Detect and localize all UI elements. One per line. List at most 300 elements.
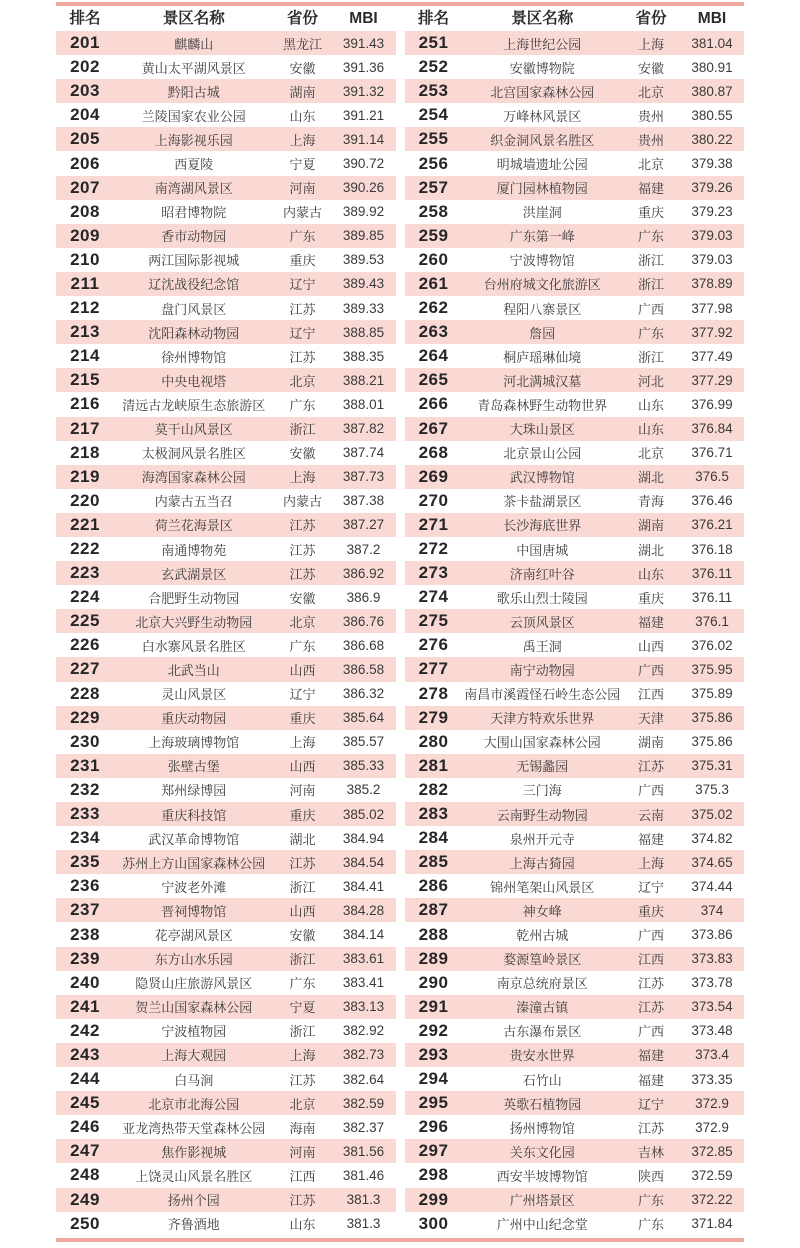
- cell-mbi: 391.21: [342, 107, 385, 123]
- cell-province: 广东: [637, 1193, 664, 1209]
- cell-rank: 237: [70, 900, 100, 920]
- cell-rank: 254: [418, 105, 449, 125]
- cell-province: 广西: [637, 301, 664, 317]
- table-row: [56, 1067, 396, 1091]
- cell-province: 山东: [289, 108, 316, 124]
- cell-mbi: 375.89: [691, 686, 733, 702]
- table-row: [56, 850, 396, 874]
- cell-rank: 258: [418, 201, 449, 221]
- table-row: [56, 682, 396, 706]
- cell-rank: 284: [418, 828, 449, 848]
- table-row: [405, 682, 745, 706]
- table-row: [56, 561, 396, 585]
- cell-province: 浙江: [289, 1024, 316, 1040]
- cell-mbi: 377.29: [691, 372, 733, 388]
- cell-rank: 233: [70, 804, 100, 824]
- cell-mbi: 381.3: [346, 1192, 381, 1208]
- cell-rank: 294: [418, 1069, 449, 1089]
- table-row: [56, 1019, 396, 1043]
- cell-name: 广州中山纪念堂: [496, 1217, 588, 1233]
- cell-name: 北京景山公园: [503, 446, 582, 462]
- table-row: [405, 585, 745, 609]
- cell-mbi: 386.9: [346, 589, 381, 605]
- cell-name: 长沙海底世界: [503, 518, 582, 534]
- cell-mbi: 372.9: [695, 1095, 729, 1111]
- cell-mbi: 379.38: [691, 156, 733, 172]
- table-row: [405, 609, 745, 633]
- cell-rank: 207: [70, 177, 100, 197]
- table-row: [56, 441, 396, 465]
- cell-mbi: 372.9: [695, 1119, 729, 1135]
- table-row: [56, 1139, 396, 1163]
- table-row: [405, 489, 745, 513]
- cell-mbi: 376.84: [691, 421, 733, 437]
- cell-name: 白水寨风景名胜区: [141, 638, 246, 654]
- cell-rank: 213: [70, 322, 100, 342]
- table-row: [56, 947, 396, 971]
- table-row: [405, 1212, 745, 1236]
- cell-province: 河北: [637, 373, 664, 389]
- cell-mbi: 376.18: [691, 541, 733, 557]
- cell-name: 两江国际影视城: [148, 253, 240, 269]
- cell-name: 北京市北海公园: [148, 1096, 240, 1112]
- cell-mbi: 379.03: [691, 228, 733, 244]
- cell-mbi: 373.35: [691, 1071, 733, 1087]
- table-row: [56, 465, 396, 489]
- cell-province: 湖北: [289, 831, 316, 847]
- table-row: [56, 1043, 396, 1067]
- cell-rank: 260: [418, 249, 449, 269]
- cell-name: 清远古龙峡原生态旅游区: [122, 397, 266, 413]
- cell-province: 浙江: [289, 879, 316, 895]
- cell-province: 宁夏: [289, 1000, 316, 1016]
- cell-mbi: 383.41: [342, 975, 385, 991]
- cell-province: 北京: [289, 373, 316, 389]
- cell-rank: 212: [70, 298, 100, 318]
- cell-rank: 228: [70, 683, 100, 703]
- cell-mbi: 374.82: [691, 830, 733, 846]
- cell-mbi: 386.58: [342, 661, 385, 677]
- cell-mbi: 374.44: [691, 878, 733, 894]
- cell-mbi: 379.03: [691, 252, 733, 268]
- cell-rank: 229: [70, 707, 100, 727]
- table-row: [405, 1067, 745, 1091]
- cell-rank: 244: [70, 1069, 100, 1089]
- cell-rank: 292: [418, 1020, 449, 1040]
- cell-rank: 246: [70, 1117, 100, 1137]
- cell-rank: 239: [70, 948, 100, 968]
- cell-rank: 269: [418, 466, 449, 486]
- cell-province: 上海: [289, 1048, 316, 1064]
- table-row: [405, 561, 745, 585]
- cell-mbi: 375.86: [691, 734, 733, 750]
- cell-name: 程阳八寨景区: [503, 301, 582, 317]
- cell-name: 重庆科技馆: [161, 807, 227, 823]
- cell-province: 江苏: [637, 759, 664, 775]
- cell-rank: 291: [418, 996, 449, 1016]
- cell-mbi: 381.56: [342, 1143, 385, 1159]
- cell-name: 乾州古城: [516, 928, 569, 944]
- cell-mbi: 373.83: [691, 951, 733, 967]
- cell-rank: 299: [418, 1189, 449, 1209]
- cell-mbi: 386.32: [342, 686, 385, 702]
- table-row: [56, 368, 396, 392]
- cell-name: 英歌石植物园: [503, 1096, 582, 1112]
- cell-province: 江苏: [289, 349, 316, 365]
- cell-rank: 283: [418, 804, 449, 824]
- header-rank: 排名: [69, 10, 101, 27]
- cell-name: 南宁动物园: [509, 662, 575, 678]
- cell-province: 云南: [637, 807, 664, 823]
- cell-rank: 273: [418, 563, 449, 583]
- cell-province: 安徽: [637, 60, 664, 76]
- cell-rank: 264: [418, 346, 449, 366]
- cell-province: 广东: [637, 1217, 664, 1233]
- table-row: [405, 79, 745, 103]
- cell-mbi: 373.86: [691, 927, 733, 943]
- cell-name: 古东瀑布景区: [503, 1024, 582, 1040]
- cell-name: 南湾湖风景区: [154, 181, 233, 197]
- cell-name: 济南红叶谷: [509, 566, 575, 582]
- cell-mbi: 377.49: [691, 348, 733, 364]
- cell-rank: 241: [70, 996, 100, 1016]
- cell-rank: 263: [418, 322, 449, 342]
- cell-rank: 256: [418, 153, 449, 173]
- cell-rank: 293: [418, 1044, 449, 1064]
- cell-province: 北京: [637, 157, 664, 173]
- cell-province: 江苏: [289, 1072, 316, 1088]
- cell-province: 吉林: [637, 1144, 664, 1160]
- cell-mbi: 380.55: [691, 107, 733, 123]
- table-row: [56, 79, 396, 103]
- cell-rank: 271: [418, 514, 449, 534]
- cell-name: 南京总统府景区: [496, 976, 588, 992]
- cell-name: 武汉博物馆: [509, 470, 575, 486]
- cell-mbi: 373.48: [691, 1023, 733, 1039]
- cell-province: 内蒙古: [282, 494, 322, 510]
- cell-province: 北京: [289, 1096, 316, 1112]
- table-row: [405, 1019, 745, 1043]
- table-row: [405, 31, 745, 55]
- cell-rank: 298: [418, 1165, 449, 1185]
- cell-rank: 245: [70, 1093, 100, 1113]
- cell-province: 贵州: [637, 108, 664, 124]
- cell-mbi: 390.26: [342, 180, 385, 196]
- cell-name: 北武当山: [167, 662, 220, 678]
- cell-mbi: 372.22: [691, 1192, 733, 1208]
- table-row: [405, 320, 745, 344]
- table-row: [405, 922, 745, 946]
- cell-name: 广东第一峰: [509, 229, 575, 245]
- cell-name: 云顶风景区: [509, 614, 575, 630]
- cell-mbi: 387.27: [342, 517, 385, 533]
- cell-name: 关东文化园: [509, 1144, 575, 1160]
- table-row: [405, 176, 745, 200]
- cell-rank: 259: [418, 225, 449, 245]
- table-row: [56, 200, 396, 224]
- table-row: [405, 947, 745, 971]
- cell-name: 上海影视乐园: [154, 132, 233, 148]
- table-row: [405, 200, 745, 224]
- cell-province: 山东: [637, 397, 664, 413]
- cell-rank: 278: [418, 683, 449, 703]
- cell-rank: 251: [418, 33, 449, 53]
- cell-name: 焦作影视城: [161, 1144, 227, 1160]
- cell-rank: 223: [70, 563, 100, 583]
- table-row: [405, 850, 745, 874]
- cell-name: 贵安水世界: [509, 1048, 575, 1064]
- cell-rank: 281: [418, 755, 449, 775]
- cell-name: 上海世纪公园: [503, 36, 582, 52]
- cell-name: 河北满城汉墓: [503, 373, 582, 389]
- cell-rank: 220: [70, 490, 100, 510]
- cell-rank: 295: [418, 1093, 449, 1113]
- cell-mbi: 376.99: [691, 396, 733, 412]
- cell-province: 重庆: [289, 253, 316, 269]
- cell-name: 三门海: [522, 783, 562, 799]
- cell-mbi: 382.92: [342, 1023, 385, 1039]
- cell-name: 溱潼古镇: [516, 1000, 569, 1016]
- table-row: [56, 392, 396, 416]
- cell-mbi: 382.37: [342, 1119, 385, 1135]
- cell-mbi: 376.11: [691, 589, 733, 605]
- tables-container: [56, 6, 744, 1236]
- cell-name: 贺兰山国家森林公园: [135, 1000, 253, 1016]
- cell-rank: 282: [418, 779, 449, 799]
- cell-rank: 225: [70, 611, 100, 631]
- cell-province: 河南: [289, 1144, 316, 1160]
- cell-mbi: 381.04: [691, 35, 733, 51]
- cell-province: 江苏: [289, 542, 316, 558]
- cell-province: 辽宁: [289, 325, 316, 341]
- cell-mbi: 372.85: [691, 1143, 733, 1159]
- cell-name: 齐鲁酒地: [167, 1217, 220, 1233]
- table-row: [405, 802, 745, 826]
- cell-mbi: 382.59: [342, 1095, 385, 1111]
- table-row: [56, 224, 396, 248]
- cell-mbi: 388.85: [342, 324, 385, 340]
- cell-mbi: 384.41: [342, 878, 385, 894]
- cell-name: 扬州博物馆: [509, 1120, 575, 1136]
- table-row: [56, 1212, 396, 1236]
- table-row: [405, 296, 745, 320]
- table-row: [405, 1115, 745, 1139]
- table-row: [405, 272, 745, 296]
- table-row: [56, 826, 396, 850]
- cell-mbi: 373.54: [691, 999, 733, 1015]
- cell-mbi: 376.71: [691, 445, 733, 461]
- cell-rank: 240: [70, 972, 100, 992]
- cell-name: 禹王洞: [522, 638, 562, 654]
- table-row: [56, 417, 396, 441]
- cell-rank: 255: [418, 129, 449, 149]
- cell-rank: 250: [70, 1213, 100, 1233]
- cell-rank: 215: [70, 370, 100, 390]
- header-province: 省份: [635, 10, 667, 27]
- cell-mbi: 387.74: [342, 445, 385, 461]
- table-header-left: [56, 6, 396, 31]
- cell-mbi: 391.14: [342, 131, 385, 147]
- table-row: [405, 513, 745, 537]
- table-row: [56, 730, 396, 754]
- cell-mbi: 379.26: [691, 180, 733, 196]
- cell-mbi: 385.57: [342, 734, 385, 750]
- cell-rank: 266: [418, 394, 449, 414]
- table-row: [56, 489, 396, 513]
- cell-province: 重庆: [289, 711, 316, 727]
- cell-rank: 268: [418, 442, 449, 462]
- header-mbi: MBI: [697, 10, 727, 27]
- cell-name: 织金洞风景名胜区: [490, 132, 595, 148]
- cell-mbi: 378.89: [691, 276, 733, 292]
- cell-rank: 286: [418, 876, 449, 896]
- cell-name: 兰陵国家农业公园: [141, 108, 246, 124]
- cell-mbi: 384.14: [342, 927, 385, 943]
- table-row: [405, 441, 745, 465]
- table-row: [56, 1163, 396, 1187]
- table-row: [405, 995, 745, 1019]
- cell-name: 大围山国家森林公园: [483, 735, 601, 751]
- cell-mbi: 381.46: [342, 1167, 385, 1183]
- table-row: [405, 826, 745, 850]
- cell-rank: 261: [418, 273, 449, 293]
- table-row: [405, 127, 745, 151]
- cell-name: 婺源篁岭景区: [503, 952, 582, 968]
- header-rank: 排名: [417, 10, 449, 27]
- cell-rank: 274: [418, 587, 449, 607]
- table-row: [56, 513, 396, 537]
- cell-province: 江苏: [637, 1000, 664, 1016]
- cell-mbi: 385.02: [342, 806, 385, 822]
- bottom-divider-line: [56, 1238, 744, 1242]
- rank-table-right: [405, 6, 745, 1236]
- cell-province: 浙江: [637, 277, 664, 293]
- cell-mbi: 376.11: [691, 565, 733, 581]
- cell-rank: 234: [70, 828, 100, 848]
- table-row: [56, 272, 396, 296]
- cell-province: 江苏: [637, 1120, 664, 1136]
- cell-rank: 208: [70, 201, 100, 221]
- cell-mbi: 390.72: [342, 156, 385, 172]
- cell-mbi: 376.5: [695, 469, 729, 485]
- cell-mbi: 391.36: [342, 59, 385, 75]
- cell-province: 福建: [637, 831, 664, 847]
- cell-province: 江苏: [289, 301, 316, 317]
- cell-name: 锦州笔架山风景区: [490, 879, 595, 895]
- cell-province: 福建: [637, 1048, 664, 1064]
- cell-province: 江苏: [637, 976, 664, 992]
- cell-rank: 236: [70, 876, 100, 896]
- cell-name: 扬州个园: [167, 1193, 220, 1209]
- cell-province: 广西: [637, 928, 664, 944]
- cell-mbi: 375.02: [691, 806, 733, 822]
- cell-rank: 297: [418, 1141, 449, 1161]
- table-row: [56, 296, 396, 320]
- cell-name: 歌乐山烈士陵园: [496, 590, 588, 606]
- table-row: [405, 754, 745, 778]
- cell-name: 黔阳古城: [167, 84, 220, 100]
- cell-rank: 300: [418, 1213, 449, 1233]
- cell-rank: 296: [418, 1117, 449, 1137]
- cell-rank: 227: [70, 659, 100, 679]
- cell-name: 徐州博物馆: [161, 349, 227, 365]
- cell-province: 安徽: [289, 446, 316, 462]
- table-row: [56, 103, 396, 127]
- rank-table-left: [56, 6, 396, 1236]
- cell-name: 上饶灵山风景名胜区: [135, 1168, 253, 1184]
- cell-province: 安徽: [289, 60, 316, 76]
- cell-rank: 211: [70, 273, 100, 293]
- cell-name: 石竹山: [522, 1072, 562, 1088]
- cell-mbi: 386.92: [342, 565, 385, 581]
- cell-rank: 226: [70, 635, 100, 655]
- cell-province: 广东: [289, 976, 316, 992]
- cell-name: 泉州开元寺: [509, 831, 575, 847]
- cell-province: 山西: [289, 903, 316, 919]
- cell-name: 麒麟山: [174, 36, 214, 52]
- table-row: [405, 1043, 745, 1067]
- cell-name: 云南野生动物园: [496, 807, 588, 823]
- table-row: [56, 176, 396, 200]
- cell-name: 台州府城文化旅游区: [483, 277, 601, 293]
- table-row: [56, 802, 396, 826]
- table-row: [56, 1188, 396, 1212]
- cell-province: 广东: [289, 229, 316, 245]
- cell-name: 荷兰花海景区: [154, 518, 233, 534]
- cell-name: 沈阳森林动物园: [148, 325, 240, 341]
- cell-name: 宁波博物馆: [509, 253, 575, 269]
- cell-mbi: 376.21: [691, 517, 733, 533]
- cell-province: 河南: [289, 783, 316, 799]
- cell-province: 辽宁: [289, 687, 316, 703]
- cell-province: 山西: [289, 662, 316, 678]
- table-row: [405, 103, 745, 127]
- cell-province: 江苏: [289, 518, 316, 534]
- cell-province: 湖南: [637, 735, 664, 751]
- table-row: [405, 1091, 745, 1115]
- cell-province: 宁夏: [289, 157, 316, 173]
- cell-name: 上海大观园: [161, 1048, 227, 1064]
- cell-rank: 285: [418, 852, 449, 872]
- cell-province: 广东: [637, 229, 664, 245]
- cell-rank: 232: [70, 779, 100, 799]
- table-body-left: [56, 31, 396, 1236]
- table-row: [56, 320, 396, 344]
- table-row: [56, 874, 396, 898]
- cell-rank: 210: [70, 249, 100, 269]
- cell-name: 大珠山景区: [509, 422, 575, 438]
- cell-rank: 257: [418, 177, 449, 197]
- cell-mbi: 389.85: [342, 228, 385, 244]
- cell-name: 中央电视塔: [161, 373, 227, 389]
- cell-province: 广东: [289, 397, 316, 413]
- cell-mbi: 386.76: [342, 613, 385, 629]
- cell-province: 江西: [637, 687, 664, 703]
- cell-rank: 235: [70, 852, 100, 872]
- cell-mbi: 376.02: [691, 637, 733, 653]
- table-row: [56, 55, 396, 79]
- cell-province: 上海: [289, 735, 316, 751]
- cell-mbi: 375.95: [691, 661, 733, 677]
- cell-province: 湖南: [289, 84, 316, 100]
- cell-mbi: 382.73: [342, 1047, 385, 1063]
- cell-name: 郑州绿博园: [161, 783, 227, 799]
- cell-province: 山东: [637, 566, 664, 582]
- cell-name: 莫干山风景区: [154, 422, 233, 438]
- cell-rank: 218: [70, 442, 100, 462]
- cell-rank: 203: [70, 81, 100, 101]
- cell-province: 江西: [289, 1168, 316, 1184]
